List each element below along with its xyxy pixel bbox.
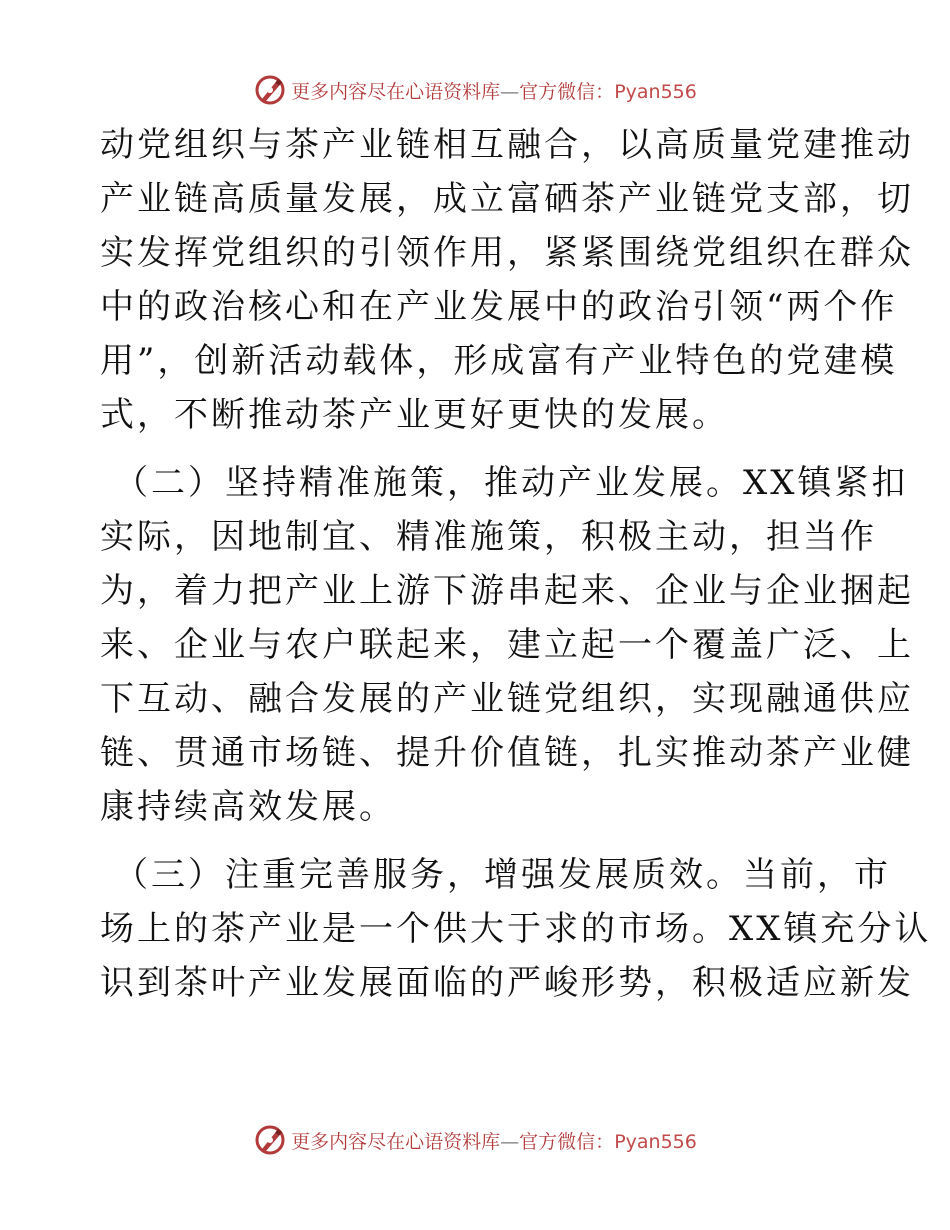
header-watermark-banner [0, 70, 950, 110]
text-line: 产业链高质量发展，成立富硒茶产业链党支部，切 [100, 179, 914, 219]
text-line: 来、企业与农户联起来，建立起一个覆盖广泛、上 [100, 625, 914, 665]
text-line: 用”，创新活动载体，形成富有产业特色的党建模 [100, 341, 898, 381]
watermark-separator: — [500, 1130, 520, 1153]
text-line: 康持续高效发展。 [100, 787, 396, 827]
text-line: 实际，因地制宜、精准施策，积极主动，担当作 [100, 517, 877, 557]
text-line: 实发挥党组织的引领作用，紧紧围绕党组织在群众 [100, 233, 914, 273]
text-line: 场上的茶产业是一个供大于求的市场。XX镇充分认 [100, 909, 932, 949]
text-line: 链、贯通市场链、提升价值链，扎实推动茶产业健 [100, 733, 914, 773]
watermark-wechat-label: 官方微信： [519, 1130, 615, 1153]
watermark-wechat-label: 官方微信： [519, 80, 615, 103]
text-line: 为，着力把产业上游下游串起来、企业与企业捆起 [100, 571, 914, 611]
section-heading-line: （三）注重完善服务，增强发展质效。当前，市 [114, 855, 891, 895]
text-line: 下互动、融合发展的产业链党组织，实现融通供应 [100, 679, 914, 719]
watermark-text [291, 1127, 697, 1154]
text-line: 动党组织与茶产业链相互融合，以高质量党建推动 [100, 125, 914, 165]
watermark-separator: — [500, 80, 520, 103]
watermark-text [291, 77, 697, 104]
watermark-wechat-id: Pyan556 [614, 80, 697, 103]
paragraph [100, 456, 914, 834]
document-body [100, 118, 932, 1010]
section-heading-line: （二）坚持精准施策，推动产业发展。XX镇紧扣 [114, 463, 909, 503]
text-line: 中的政治核心和在产业发展中的政治引领“两个作 [100, 287, 898, 327]
text-line: 识到茶叶产业发展面临的严峻形势，积极适应新发 [100, 963, 914, 1003]
watermark-site-name: 更多内容尽在心语资料库 [291, 1130, 501, 1153]
paragraph [100, 118, 914, 442]
text-line: 式，不断推动茶产业更好更快的发展。 [100, 395, 729, 435]
paragraph [100, 848, 932, 1010]
footer-watermark-banner [0, 1120, 950, 1160]
pen-logo-icon [253, 73, 287, 107]
watermark-site-name: 更多内容尽在心语资料库 [291, 80, 501, 103]
watermark-wechat-id: Pyan556 [614, 1130, 697, 1153]
pen-logo-icon [253, 1123, 287, 1157]
